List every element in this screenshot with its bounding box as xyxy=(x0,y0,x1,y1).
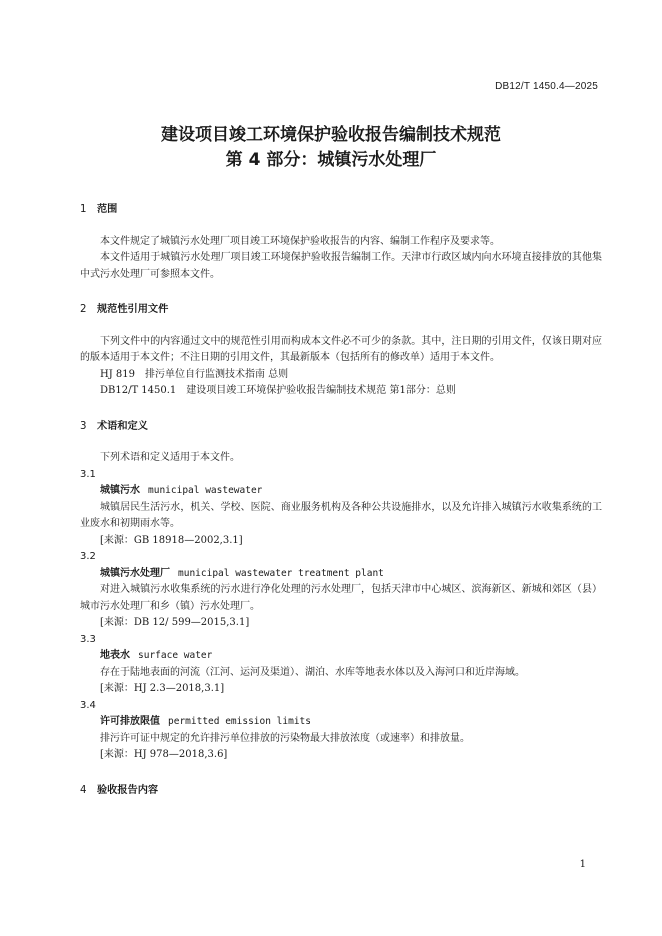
section-title: 验收报告内容 xyxy=(97,784,159,796)
section-heading-normative-references xyxy=(80,302,602,319)
term-heading xyxy=(80,648,602,665)
section-number: 1 xyxy=(80,204,87,215)
section-number: 2 xyxy=(80,304,87,315)
paragraph: 下列文件中的内容通过文中的规范性引用而构成本文件必不可少的条款。其中，注日期的引用文件，仅该日期对应的版本适用于本文件；不注日期的引用文件，其最新版本（包括所有的修改单）适用于本文件。 xyxy=(80,335,602,363)
term-definition: 排污许可证中规定的允许排污单位排放的污染物最大排放浓度（或速率）和排放量。 xyxy=(100,732,470,744)
term-en: permitted emission limits xyxy=(168,716,311,727)
term-en: surface water xyxy=(138,650,213,661)
term-definition: 对进入城镇污水收集系统的污水进行净化处理的污水处理厂，包括天津市中心城区、滨海新区、新城和郊区（县）城市污水处理厂和乡（镇）污水处理厂。 xyxy=(80,584,602,612)
reference-item: HJ 819 排污单位自行监测技术指南 总则 xyxy=(100,368,289,380)
document-body xyxy=(80,202,602,799)
term-number: 3.2 xyxy=(80,551,96,562)
term-source: [来源：GB 18918—2002,3.1] xyxy=(100,534,243,546)
term-source: [来源：HJ 978—2018,3.6] xyxy=(100,749,228,760)
term-heading xyxy=(80,714,602,731)
term-en: municipal wastewater treatment plant xyxy=(178,567,384,579)
term-zh: 城镇污水 xyxy=(100,485,140,496)
page-number: 1 xyxy=(579,859,586,870)
term-en: municipal wastewater xyxy=(148,485,263,496)
section-number: 4 xyxy=(80,784,87,796)
document-subtitle: 第 4 部分：城镇污水处理厂 xyxy=(225,150,437,170)
paragraph: 本文件规定了城镇污水处理厂项目竣工环境保护验收报告的内容、编制工作程序及要求等。 xyxy=(100,235,500,247)
section-heading-terms xyxy=(80,419,602,436)
paragraph: 下列术语和定义适用于本文件。 xyxy=(100,452,240,463)
paragraph: 本文件适用于城镇污水处理厂项目竣工环境保护验收报告编制工作。天津市行政区域内向水环境直接排放的其他集中式污水处理厂可参照本文件。 xyxy=(80,252,602,280)
term-zh: 城镇污水处理厂 xyxy=(100,567,170,579)
standard-code: DB12/T 1450.4—2025 xyxy=(495,81,598,92)
document-title: 建设项目竣工环境保护验收报告编制技术规范 xyxy=(161,125,501,145)
term-definition: 城镇居民生活污水，机关、学校、医院、商业服务机构及各种公共设施排水，以及允许排入城镇污水收集系统的工业废水和初期雨水等。 xyxy=(80,501,602,529)
term-number: 3.4 xyxy=(80,699,96,711)
section-heading-report-content xyxy=(80,783,602,800)
section-number: 3 xyxy=(80,420,87,432)
term-definition: 存在于陆地表面的河流（江河、运河及渠道）、湖泊、水库等地表水体以及入海河口和近岸海域。 xyxy=(100,666,525,678)
term-zh: 许可排放限值 xyxy=(100,716,160,727)
term-source: [来源：HJ 2.3—2018,3.1] xyxy=(100,683,225,694)
term-heading xyxy=(80,483,602,500)
section-title: 范围 xyxy=(97,204,118,215)
term-source: [来源：DB 12/ 599—2015,3.1] xyxy=(100,617,250,628)
term-number: 3.1 xyxy=(80,468,96,480)
term-heading xyxy=(80,566,602,583)
section-heading-scope xyxy=(80,202,602,219)
section-title: 规范性引用文件 xyxy=(97,304,169,315)
section-title: 术语和定义 xyxy=(97,420,148,432)
reference-item: DB12/T 1450.1 建设项目竣工环境保护验收报告编制技术规范 第1部分：总则 xyxy=(100,385,456,396)
term-number: 3.3 xyxy=(80,633,96,645)
term-zh: 地表水 xyxy=(100,650,130,661)
